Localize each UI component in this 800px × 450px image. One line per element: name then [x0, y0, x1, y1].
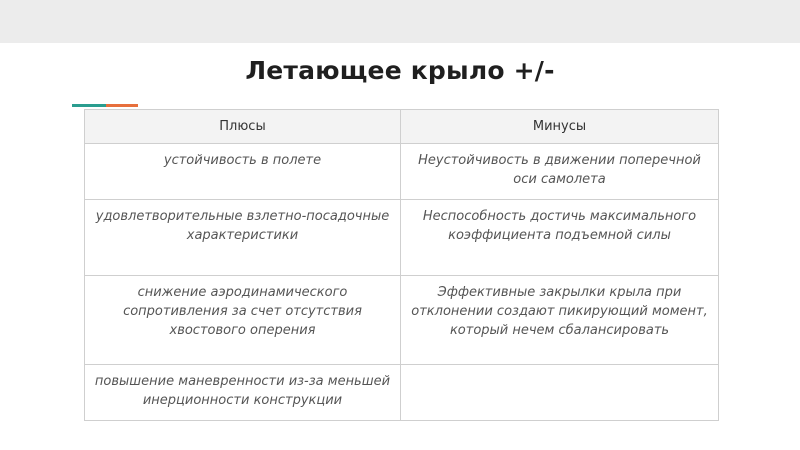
table-row: [85, 365, 719, 421]
pro-cell: удовлетворительные взлетно-посадочные характеристики: [85, 200, 401, 276]
con-cell: Неспособность достичь максимального коэффициента подъемной силы: [401, 200, 719, 276]
table-row: [85, 200, 719, 276]
table-row: [85, 144, 719, 200]
header-pros: Плюсы: [85, 110, 401, 144]
table-header-row: [85, 110, 719, 144]
table-row: [85, 276, 719, 365]
top-band: [0, 0, 800, 43]
pro-cell: устойчивость в полете: [85, 144, 401, 200]
con-cell: Эффективные закрылки крыла при отклонении создают пикирующий момент, который нечем сбалансировать: [401, 276, 719, 365]
pro-cell: повышение маневренности из-за меньшей инерционности конструкции: [85, 365, 401, 421]
con-cell: [401, 365, 719, 421]
header-cons: Минусы: [401, 110, 719, 144]
accent-bar-orange: [106, 104, 138, 107]
pro-cell: снижение аэродинамического сопротивления за счет отсутствия хвостового оперения: [85, 276, 401, 365]
slide-title: Летающее крыло +/-: [245, 56, 555, 85]
con-cell: Неустойчивость в движении поперечной оси самолета: [401, 144, 719, 200]
accent-bar-teal: [72, 104, 106, 107]
pros-cons-table: [84, 109, 719, 421]
